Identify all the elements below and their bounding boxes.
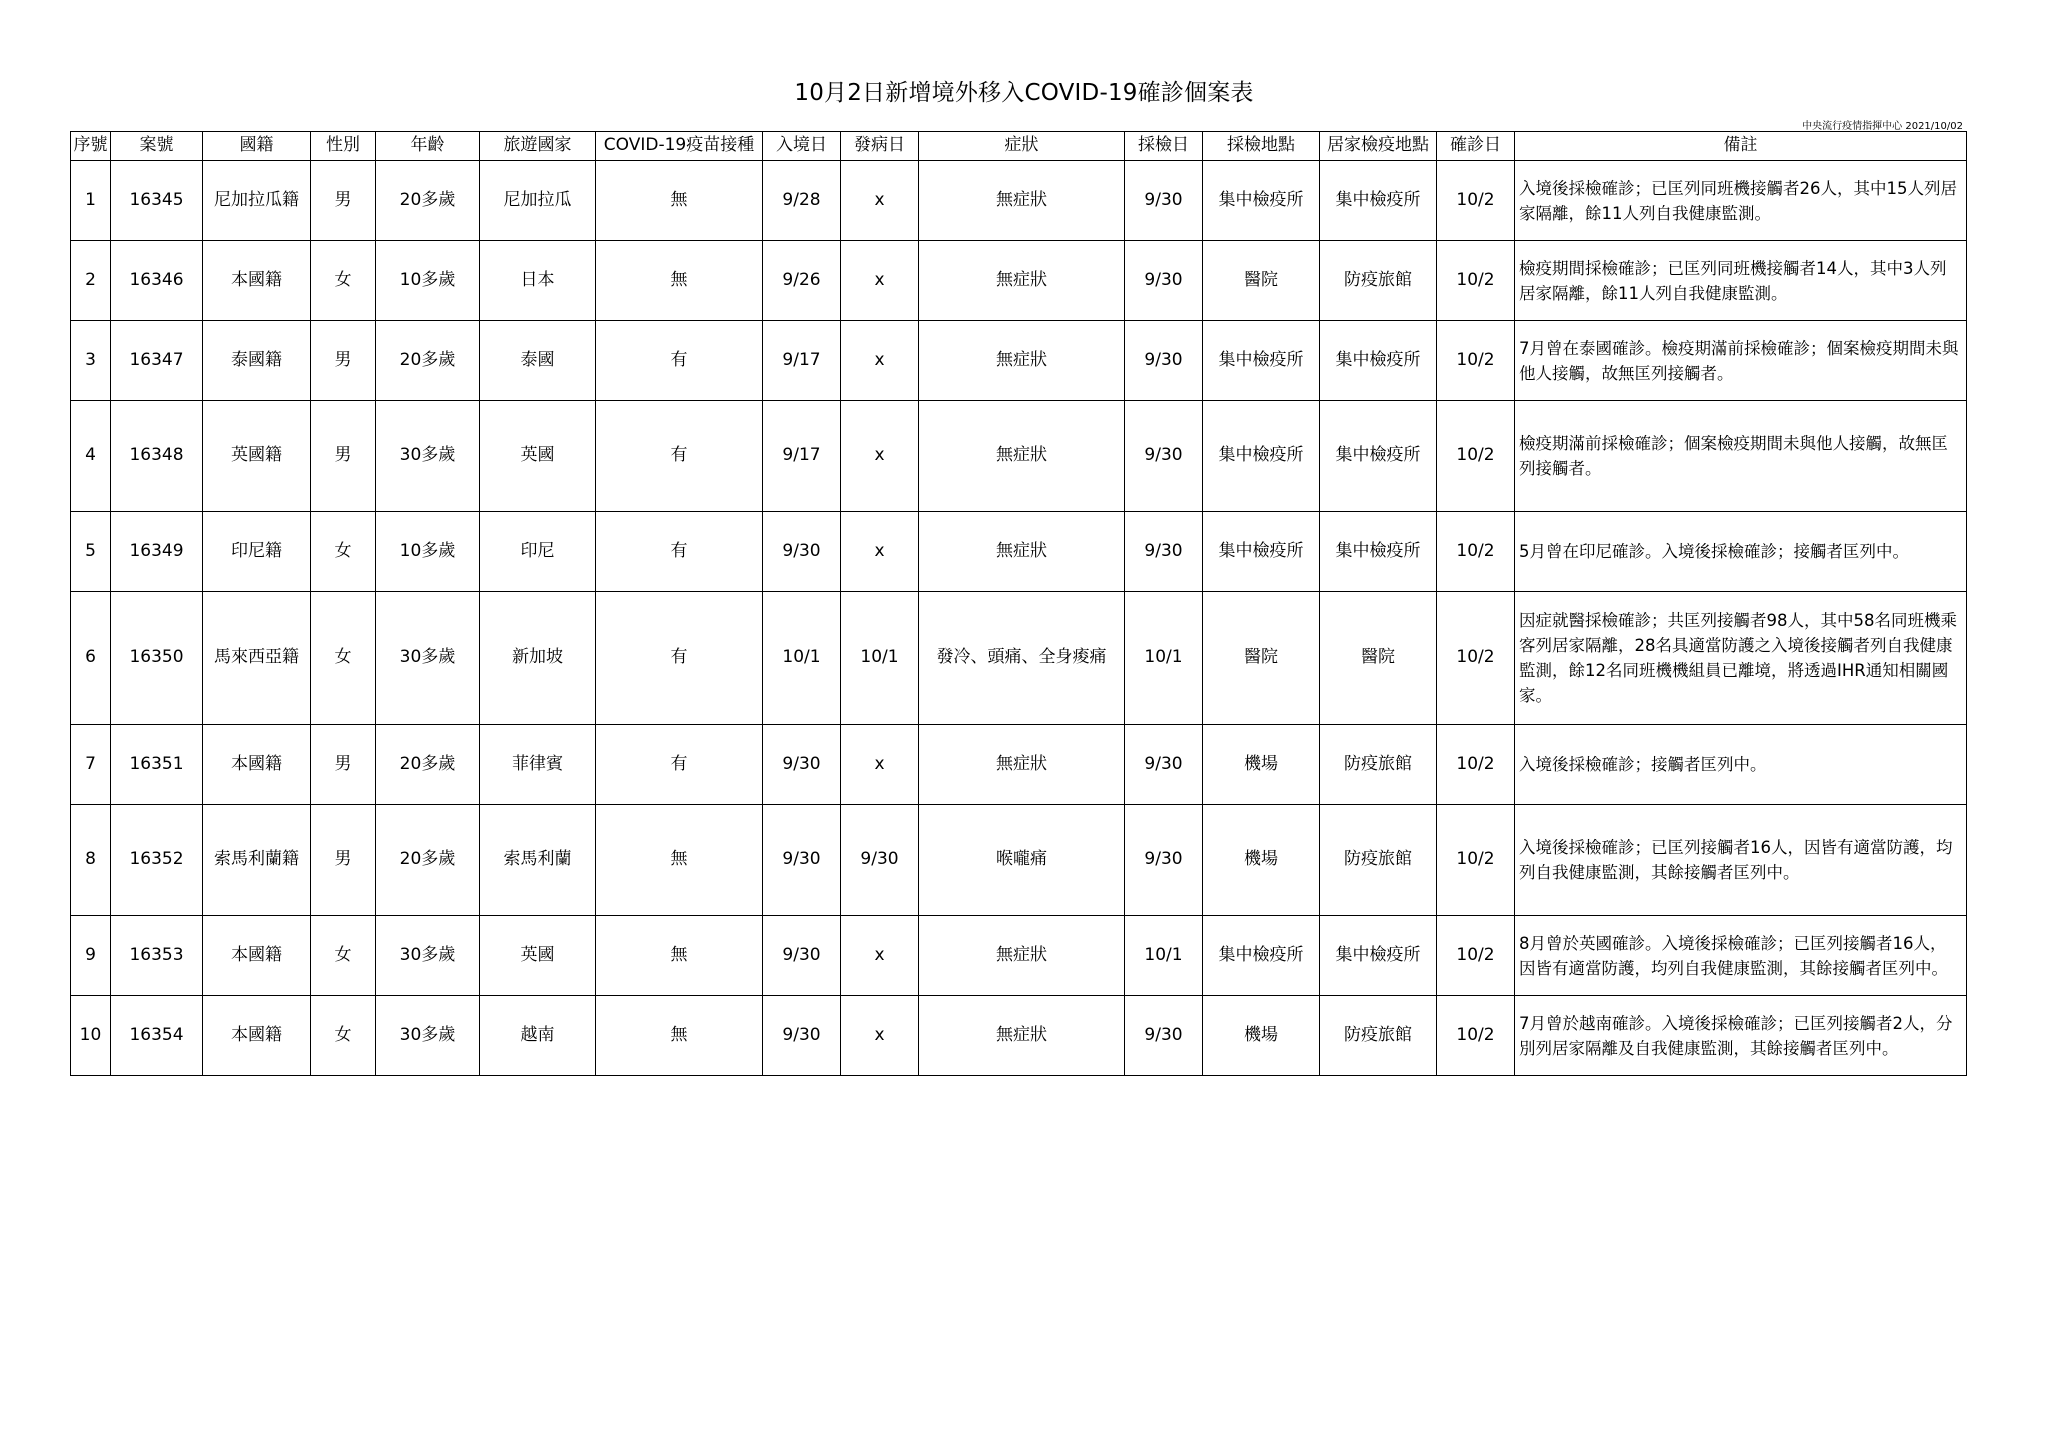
col-header-symptoms: 症狀: [919, 132, 1125, 161]
table-row: [71, 161, 1967, 241]
cell-age: 20多歲: [376, 321, 480, 401]
table-row: [71, 916, 1967, 996]
table-row: [71, 725, 1967, 805]
cell-sampling-date: 9/30: [1125, 161, 1203, 241]
cell-nationality: 本國籍: [203, 996, 311, 1076]
cell-onset: 9/30: [841, 805, 919, 916]
cell-confirmed: 10/2: [1437, 161, 1515, 241]
cell-travel: 越南: [480, 996, 596, 1076]
cell-note: 7月曾於越南確診。入境後採檢確診；已匡列接觸者2人，分別列居家隔離及自我健康監測，其餘接觸者匡列中。: [1515, 996, 1967, 1076]
cell-vaccine: 有: [596, 725, 763, 805]
cell-symptoms: 發冷、頭痛、全身痠痛: [919, 592, 1125, 725]
cell-entry: 9/30: [763, 512, 841, 592]
col-header-vaccine: COVID-19疫苗接種: [596, 132, 763, 161]
cell-quarantine-site: 集中檢疫所: [1320, 161, 1437, 241]
cell-quarantine-site: 防疫旅館: [1320, 725, 1437, 805]
cell-vaccine: 有: [596, 512, 763, 592]
col-header-age: 年齡: [376, 132, 480, 161]
cell-symptoms: 無症狀: [919, 321, 1125, 401]
cell-sampling-site: 機場: [1203, 805, 1320, 916]
cell-age: 20多歲: [376, 805, 480, 916]
cell-case: 16345: [111, 161, 203, 241]
cell-no: 1: [71, 161, 111, 241]
cell-onset: x: [841, 321, 919, 401]
cell-no: 4: [71, 401, 111, 512]
cell-symptoms: 喉嚨痛: [919, 805, 1125, 916]
cell-quarantine-site: 集中檢疫所: [1320, 512, 1437, 592]
cell-case: 16347: [111, 321, 203, 401]
cell-confirmed: 10/2: [1437, 321, 1515, 401]
col-header-case: 案號: [111, 132, 203, 161]
cell-sex: 女: [311, 996, 376, 1076]
table-row: [71, 321, 1967, 401]
cell-sex: 男: [311, 161, 376, 241]
header-row: [71, 132, 1967, 161]
cell-confirmed: 10/2: [1437, 512, 1515, 592]
table-row: [71, 592, 1967, 725]
cell-onset: x: [841, 161, 919, 241]
cell-age: 30多歲: [376, 592, 480, 725]
col-header-no: 序號: [71, 132, 111, 161]
cell-sex: 女: [311, 916, 376, 996]
cell-sex: 男: [311, 321, 376, 401]
cell-sex: 男: [311, 805, 376, 916]
cell-nationality: 索馬利蘭籍: [203, 805, 311, 916]
page-title: 10月2日新增境外移入COVID-19確診個案表: [794, 80, 1254, 106]
col-header-sampling-site: 採檢地點: [1203, 132, 1320, 161]
col-header-note: 備註: [1515, 132, 1967, 161]
cell-vaccine: 有: [596, 321, 763, 401]
cell-vaccine: 無: [596, 805, 763, 916]
cell-sampling-site: 集中檢疫所: [1203, 512, 1320, 592]
cell-sampling-date: 9/30: [1125, 241, 1203, 321]
table-row: [71, 805, 1967, 916]
cell-age: 30多歲: [376, 401, 480, 512]
cell-age: 30多歲: [376, 996, 480, 1076]
cell-quarantine-site: 集中檢疫所: [1320, 401, 1437, 512]
cell-sampling-date: 9/30: [1125, 401, 1203, 512]
table-row: [71, 241, 1967, 321]
cell-sampling-site: 集中檢疫所: [1203, 321, 1320, 401]
cell-symptoms: 無症狀: [919, 401, 1125, 512]
cell-confirmed: 10/2: [1437, 805, 1515, 916]
cell-sampling-site: 醫院: [1203, 592, 1320, 725]
cell-sampling-site: 集中檢疫所: [1203, 401, 1320, 512]
cell-symptoms: 無症狀: [919, 161, 1125, 241]
cell-nationality: 本國籍: [203, 916, 311, 996]
cell-no: 8: [71, 805, 111, 916]
cell-symptoms: 無症狀: [919, 725, 1125, 805]
table-row: [71, 401, 1967, 512]
cell-note: 因症就醫採檢確診；共匡列接觸者98人，其中58名同班機乘客列居家隔離，28名具適當防護之入境後接觸者列自我健康監測，餘12名同班機機組員已離境，將透過IHR通知相關國家。: [1515, 592, 1967, 725]
cell-sampling-date: 9/30: [1125, 805, 1203, 916]
cell-vaccine: 無: [596, 996, 763, 1076]
cell-sampling-date: 9/30: [1125, 321, 1203, 401]
cell-sex: 男: [311, 725, 376, 805]
cell-sampling-date: 9/30: [1125, 512, 1203, 592]
cell-case: 16350: [111, 592, 203, 725]
col-header-sex: 性別: [311, 132, 376, 161]
cell-onset: x: [841, 916, 919, 996]
cell-case: 16354: [111, 996, 203, 1076]
cell-note: 檢疫期間採檢確診；已匡列同班機接觸者14人，其中3人列居家隔離，餘11人列自我健康監測。: [1515, 241, 1967, 321]
cell-age: 20多歲: [376, 725, 480, 805]
cell-travel: 英國: [480, 401, 596, 512]
cell-confirmed: 10/2: [1437, 916, 1515, 996]
cell-quarantine-site: 防疫旅館: [1320, 241, 1437, 321]
cell-quarantine-site: 防疫旅館: [1320, 996, 1437, 1076]
cell-nationality: 印尼籍: [203, 512, 311, 592]
cell-onset: 10/1: [841, 592, 919, 725]
col-header-entry: 入境日: [763, 132, 841, 161]
cell-onset: x: [841, 241, 919, 321]
col-header-onset: 發病日: [841, 132, 919, 161]
cell-no: 9: [71, 916, 111, 996]
cell-confirmed: 10/2: [1437, 996, 1515, 1076]
cell-case: 16352: [111, 805, 203, 916]
cell-nationality: 馬來西亞籍: [203, 592, 311, 725]
cell-confirmed: 10/2: [1437, 401, 1515, 512]
cell-entry: 9/30: [763, 725, 841, 805]
table-row: [71, 512, 1967, 592]
cell-sampling-site: 醫院: [1203, 241, 1320, 321]
cell-case: 16351: [111, 725, 203, 805]
cell-sampling-date: 10/1: [1125, 592, 1203, 725]
cell-travel: 索馬利蘭: [480, 805, 596, 916]
cell-case: 16349: [111, 512, 203, 592]
cell-travel: 英國: [480, 916, 596, 996]
cell-quarantine-site: 集中檢疫所: [1320, 916, 1437, 996]
cell-note: 7月曾在泰國確診。檢疫期滿前採檢確診；個案檢疫期間未與他人接觸，故無匡列接觸者。: [1515, 321, 1967, 401]
cell-no: 6: [71, 592, 111, 725]
cell-no: 5: [71, 512, 111, 592]
cell-nationality: 泰國籍: [203, 321, 311, 401]
cell-sampling-site: 機場: [1203, 725, 1320, 805]
cell-vaccine: 無: [596, 916, 763, 996]
cell-age: 30多歲: [376, 916, 480, 996]
cell-age: 10多歲: [376, 512, 480, 592]
cell-sex: 女: [311, 241, 376, 321]
cell-confirmed: 10/2: [1437, 592, 1515, 725]
cell-sampling-site: 集中檢疫所: [1203, 916, 1320, 996]
cell-age: 10多歲: [376, 241, 480, 321]
cell-case: 16348: [111, 401, 203, 512]
col-header-sampling-date: 採檢日: [1125, 132, 1203, 161]
cell-note: 檢疫期滿前採檢確診；個案檢疫期間未與他人接觸，故無匡列接觸者。: [1515, 401, 1967, 512]
cell-quarantine-site: 集中檢疫所: [1320, 321, 1437, 401]
cell-note: 入境後採檢確診；接觸者匡列中。: [1515, 725, 1967, 805]
cell-case: 16353: [111, 916, 203, 996]
cell-symptoms: 無症狀: [919, 241, 1125, 321]
cell-symptoms: 無症狀: [919, 916, 1125, 996]
cell-entry: 9/30: [763, 805, 841, 916]
cell-entry: 9/17: [763, 321, 841, 401]
cell-onset: x: [841, 401, 919, 512]
cell-onset: x: [841, 996, 919, 1076]
cell-sampling-site: 集中檢疫所: [1203, 161, 1320, 241]
cell-vaccine: 有: [596, 592, 763, 725]
cell-confirmed: 10/2: [1437, 725, 1515, 805]
case-table: [70, 131, 1967, 1076]
cell-entry: 10/1: [763, 592, 841, 725]
cell-sampling-site: 機場: [1203, 996, 1320, 1076]
cell-vaccine: 無: [596, 161, 763, 241]
col-header-quarantine-site: 居家檢疫地點: [1320, 132, 1437, 161]
cell-travel: 印尼: [480, 512, 596, 592]
cell-onset: x: [841, 512, 919, 592]
cell-quarantine-site: 防疫旅館: [1320, 805, 1437, 916]
cell-note: 5月曾在印尼確診。入境後採檢確診；接觸者匡列中。: [1515, 512, 1967, 592]
cell-age: 20多歲: [376, 161, 480, 241]
cell-nationality: 本國籍: [203, 725, 311, 805]
cell-travel: 尼加拉瓜: [480, 161, 596, 241]
cell-sex: 女: [311, 592, 376, 725]
cell-entry: 9/26: [763, 241, 841, 321]
cell-entry: 9/30: [763, 996, 841, 1076]
cell-sampling-date: 9/30: [1125, 725, 1203, 805]
cell-sampling-date: 10/1: [1125, 916, 1203, 996]
cell-entry: 9/17: [763, 401, 841, 512]
cell-sampling-date: 9/30: [1125, 996, 1203, 1076]
cell-entry: 9/28: [763, 161, 841, 241]
cell-note: 入境後採檢確診；已匡列接觸者16人，因皆有適當防護，均列自我健康監測，其餘接觸者匡列中。: [1515, 805, 1967, 916]
source-note: 中央流行疫情指揮中心 2021/10/02: [1802, 121, 1963, 132]
cell-symptoms: 無症狀: [919, 996, 1125, 1076]
cell-nationality: 尼加拉瓜籍: [203, 161, 311, 241]
cell-no: 2: [71, 241, 111, 321]
cell-sex: 女: [311, 512, 376, 592]
cell-sex: 男: [311, 401, 376, 512]
cell-quarantine-site: 醫院: [1320, 592, 1437, 725]
cell-note: 入境後採檢確診；已匡列同班機接觸者26人，其中15人列居家隔離，餘11人列自我健康監測。: [1515, 161, 1967, 241]
cell-no: 3: [71, 321, 111, 401]
col-header-travel: 旅遊國家: [480, 132, 596, 161]
cell-travel: 菲律賓: [480, 725, 596, 805]
cell-vaccine: 有: [596, 401, 763, 512]
cell-onset: x: [841, 725, 919, 805]
cell-travel: 泰國: [480, 321, 596, 401]
cell-confirmed: 10/2: [1437, 241, 1515, 321]
cell-no: 10: [71, 996, 111, 1076]
col-header-confirmed: 確診日: [1437, 132, 1515, 161]
cell-vaccine: 無: [596, 241, 763, 321]
cell-case: 16346: [111, 241, 203, 321]
cell-note: 8月曾於英國確診。入境後採檢確診；已匡列接觸者16人，因皆有適當防護，均列自我健康監測，其餘接觸者匡列中。: [1515, 916, 1967, 996]
cell-symptoms: 無症狀: [919, 512, 1125, 592]
cell-entry: 9/30: [763, 916, 841, 996]
cell-nationality: 英國籍: [203, 401, 311, 512]
cell-no: 7: [71, 725, 111, 805]
cell-travel: 新加坡: [480, 592, 596, 725]
cell-travel: 日本: [480, 241, 596, 321]
cell-nationality: 本國籍: [203, 241, 311, 321]
table-row: [71, 996, 1967, 1076]
col-header-nationality: 國籍: [203, 132, 311, 161]
